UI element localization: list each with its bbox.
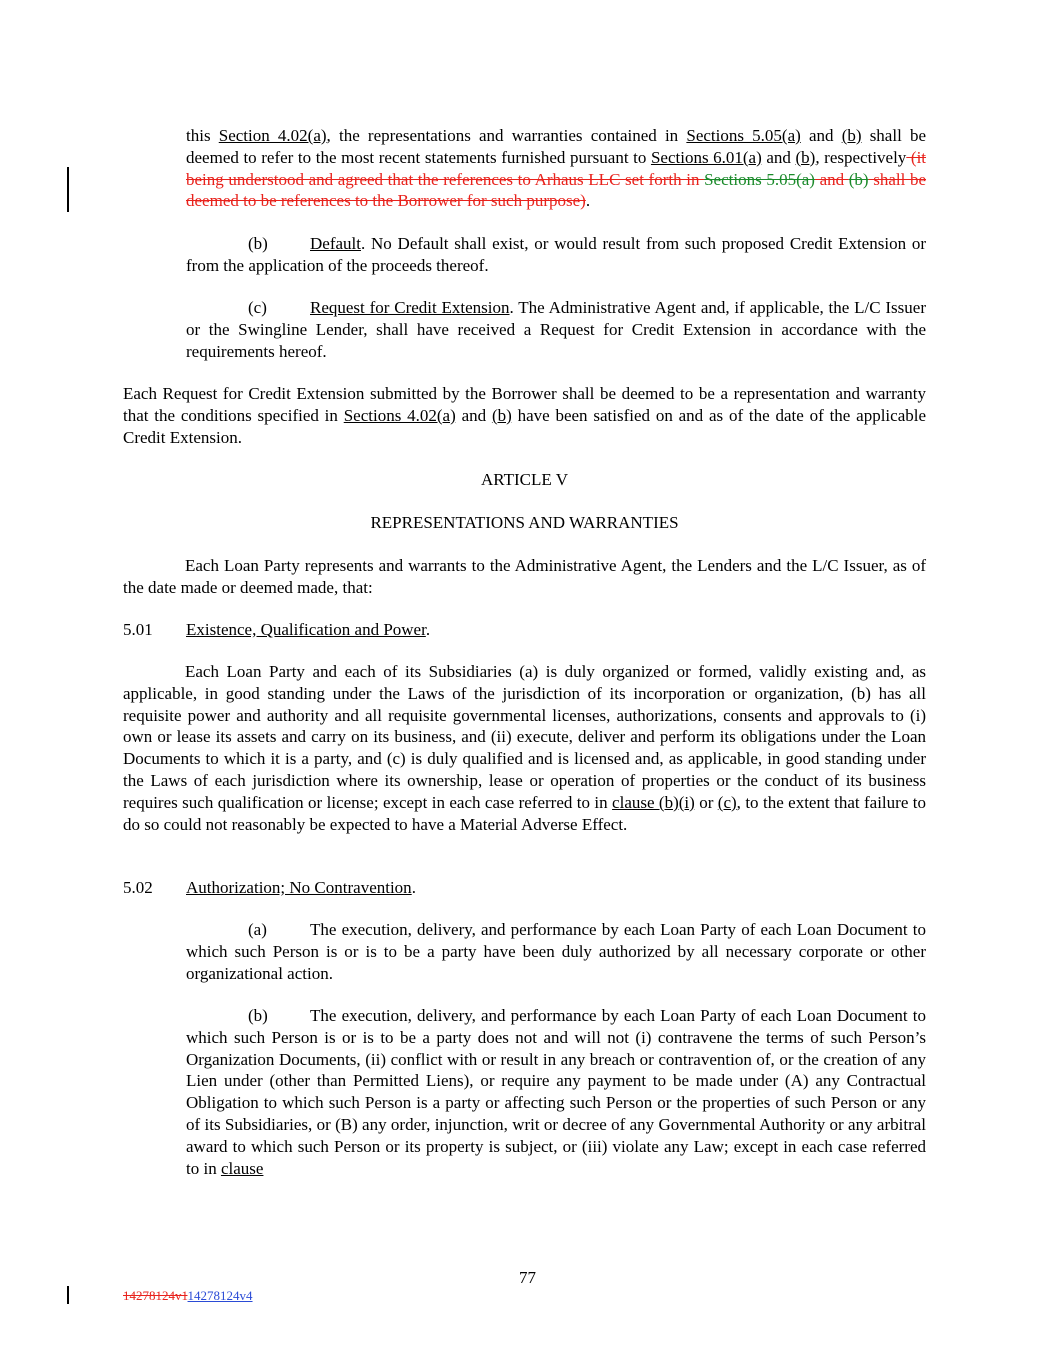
inserted-doc-id: 14278124v4 <box>187 1288 253 1303</box>
clause-reference: (c) <box>717 792 737 812</box>
deleted-text: shall be deemed to be references to the Borrower for such purpose) <box>186 169 927 211</box>
section-reference: (b) <box>491 405 512 425</box>
section-number: 5.01 <box>123 620 153 639</box>
paragraph-continuation: this Section 4.02(a), the representations and warranties contained in Sections 5.05(a) and (b) shall be deemed to refer to the most recent statements furnished pursuant to Sections 6.01(a) and (b), respectively (it being understood and agreed that the references to Arhaus LLC set forth in Sections 5.05(a) and (b) shall be deemed to be references to the Borrower for such purpose). <box>186 126 927 211</box>
section-reference: Sections 5.05(a) <box>686 126 801 145</box>
change-bar <box>67 167 69 212</box>
clause-reference: clause <box>220 1158 264 1178</box>
clause-label: (a) <box>248 920 267 939</box>
section-reference: Sections 6.01(a) <box>650 147 762 167</box>
condition-default: (b) Default. No Default shall exist, or would result from such proposed Credit Extension or from the application of the proceeds thereof. <box>186 234 926 275</box>
deleted-text: (it being understood and agreed that the references to Arhaus LLC set forth in <box>186 147 927 189</box>
clause-502-a: (a) The execution, delivery, and performance by each Loan Party of each Loan Document to which such Person is or is to be a party have been duly authorized by all necessary corporate or other organizational action. <box>186 920 926 983</box>
section-reference: (b) <box>795 147 816 167</box>
section-reference: Sections 4.02(a) <box>343 405 456 425</box>
clause-502-b: (b) The execution, delivery, and performance by each Loan Party of each Loan Document to which such Person is or is to be a party does not and will not (i) contravene the terms of such Person’s Organization Documents, (ii) conflict with or result in any breach or contravention of, or the creation of any Lien under (other than Permitted Liens), or require any payment to be made under (A) any Contractual Obligation to which such Person is a party or affecting such Person or the properties of such Person or any of its Subsidiaries, or (B) any order, injunction, writ or decree of any Governmental Authority or any arbitral award to which such Person or its property is subject, or (iii) violate any Law; except in each case referred to in clause <box>186 1006 926 1178</box>
clause-heading: Request for Credit Extension <box>310 298 510 317</box>
document-id-footer <box>123 1288 253 1304</box>
section-number: 5.02 <box>123 878 153 897</box>
section-reference: (b) <box>841 126 862 145</box>
deleted-doc-id: 14278124v1 <box>123 1288 188 1303</box>
clause-heading: Default <box>310 234 361 253</box>
section-heading-502: 5.02 Authorization; No Contravention. <box>123 878 416 897</box>
deleted-text: and <box>814 169 849 189</box>
paragraph-each-request: Each Request for Credit Extension submitted by the Borrower shall be deemed to be a representation and warranty that the conditions specified in Sections 4.02(a) and (b) have been satisfied on and as of the date of the applicable Credit Extension. <box>123 384 927 447</box>
article-heading: ARTICLE V <box>481 470 568 489</box>
condition-request: (c) Request for Credit Extension. The Administrative Agent and, if applicable, the L/C Issuer or the Swingline Lender, shall have received a Request for Credit Extension in accordance with the requirements hereof. <box>186 298 926 361</box>
article-title: REPRESENTATIONS AND WARRANTIES <box>370 513 679 532</box>
section-reference: Section 4.02(a) <box>218 126 327 145</box>
deleted-reference: Sections 5.05(a) <box>704 169 815 189</box>
section-title: Authorization; No Contravention <box>186 878 412 897</box>
article-intro: Each Loan Party represents and warrants to the Administrative Agent, the Lenders and the L/C Issuer, as of the date made or deemed made, that: <box>123 556 926 597</box>
deleted-reference: (b) <box>848 169 869 189</box>
clause-label: (b) <box>248 234 268 253</box>
section-heading-501: 5.01 Existence, Qualification and Power. <box>123 620 431 639</box>
change-bar <box>67 1286 69 1304</box>
page-number: 77 <box>519 1268 536 1287</box>
section-body-501: Each Loan Party and each of its Subsidiaries (a) is duly organized or formed, validly existing and, as applicable, in good standing under the Laws of the jurisdiction of its incorporation or organization, (b) has all requisite power and authority and all requisite governmental licenses, authorizations, consents and approvals to (i) own or lease its assets and carry on its business, and (ii) execute, deliver and perform its obligations under the Loan Documents to which it is a party, and (c) is duly qualified and is licensed and, as applicable, in good standing under the Laws of each jurisdiction where its ownership, lease or operation of properties or the conduct of its business requires such qualification or license; except in each case referred to in clause (b)(i) or (c), to the extent that failure to do so could not reasonably be expected to have a Material Adverse Effect. <box>123 662 926 834</box>
clause-reference: clause (b)(i) <box>612 792 695 812</box>
clause-label: (b) <box>248 1006 268 1025</box>
section-title: Existence, Qualification and Power <box>186 620 426 639</box>
clause-label: (c) <box>248 298 267 317</box>
